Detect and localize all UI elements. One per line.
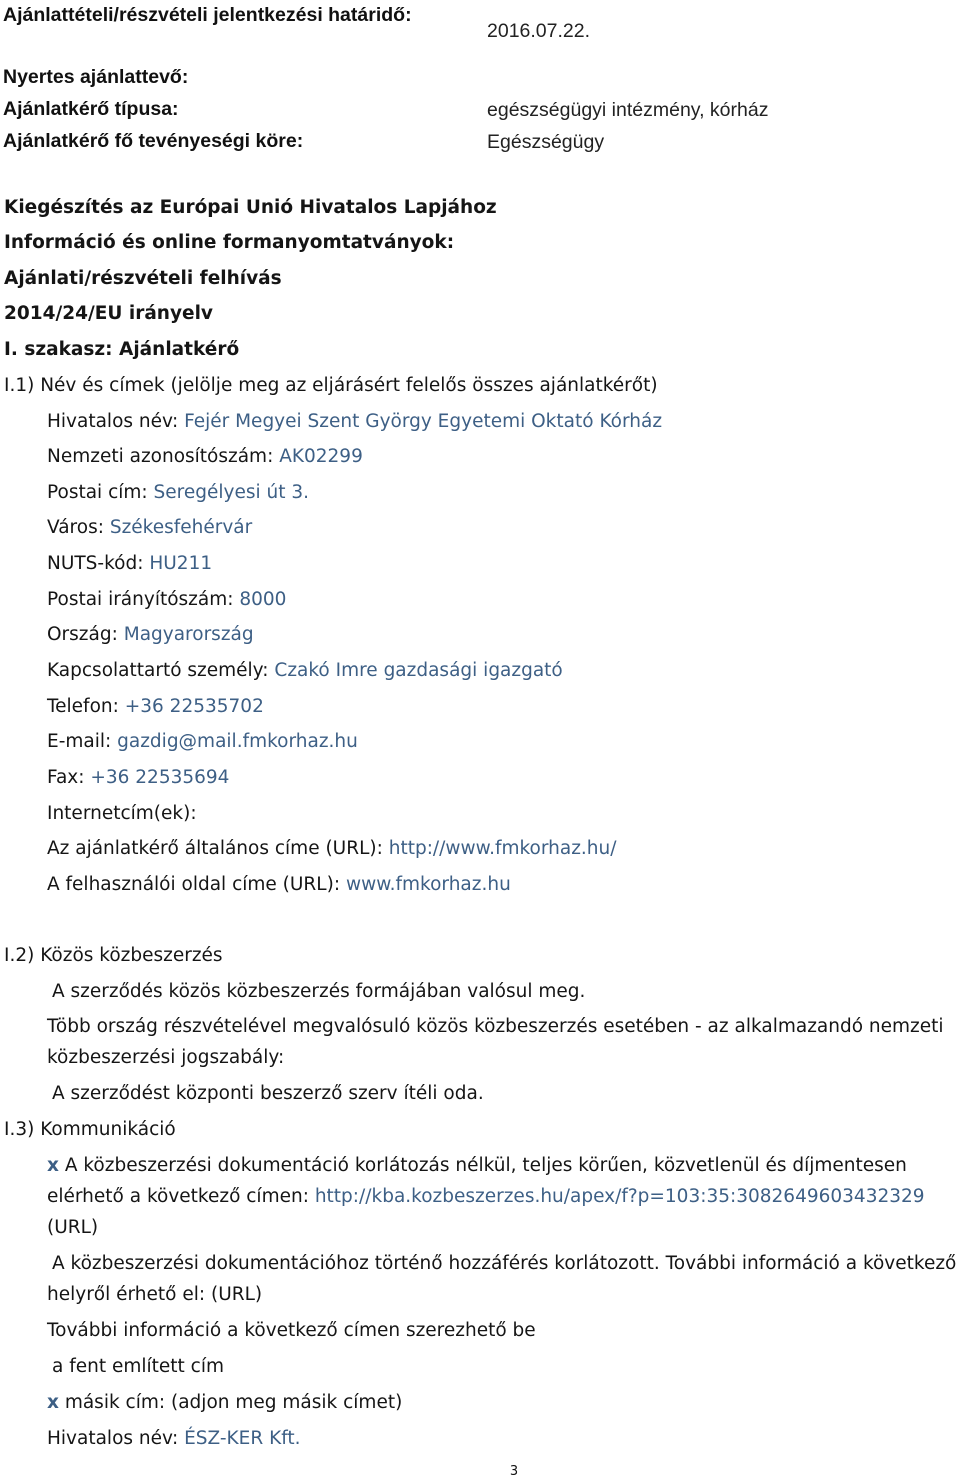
heading-section-1: I. szakasz: Ajánlatkérő [4,339,240,360]
postcode-row [47,587,286,613]
fax-row [47,765,229,791]
docs-url-row [47,1184,925,1210]
table-row [3,126,953,158]
email-label: E-mail: [47,731,112,752]
other-address-text: másik cím: (adjon meg másik címet) [64,1392,403,1413]
check-mark: x [47,1392,59,1413]
buyer-profile-row [47,872,511,898]
other-official-name-row [47,1426,301,1452]
general-url-link[interactable]: http://www.fmkorhaz.hu/ [388,838,617,859]
phone-row [47,694,264,720]
country-label: Ország: [47,624,118,645]
general-url-row [47,836,617,862]
national-id-label: Nemzeti azonosítószám: [47,446,274,467]
heading-supplement: Kiegészítés az Európai Unió Hivatalos Lapjához [4,197,497,218]
more-info-text: További információ a következő címen szerezhető be [47,1320,536,1341]
other-address-row [47,1390,402,1416]
general-url-label: Az ajánlatkérő általános címe (URL): [47,838,383,859]
contracting-type-label: Ajánlatkérő típusa: [3,98,179,120]
other-official-name-value: ÉSZ-KER Kft. [184,1428,301,1449]
section-1-1-title: I.1) Név és címek (jelölje meg az eljárásért felelős összes ajánlatkérőt) [4,375,658,396]
city-row [47,515,252,541]
nuts-row [47,551,212,577]
docs-url-link[interactable]: http://kba.kozbeszerzes.hu/apex/f?p=103:35:3082649603432329 [314,1186,925,1207]
internet-label: Internetcím(ek): [47,803,197,824]
winner-label: Nyertes ajánlattevő: [3,66,189,88]
national-id-row [47,444,363,470]
heading-directive: 2014/24/EU irányelv [4,303,213,324]
contracting-type-value: egészségügyi intézmény, kórház [487,99,769,121]
postal-address-row [47,480,309,506]
country-row [47,622,254,648]
main-activity-value: Egészségügy [487,131,605,153]
postcode-value: 8000 [239,589,287,610]
check-mark: x [47,1155,59,1176]
contact-value: Czakó Imre gazdasági igazgató [274,660,563,681]
table-row [3,0,953,62]
city-value: Székesfehérvár [109,517,253,538]
page-number: 3 [509,1464,519,1479]
above-address-text: a fent említett cím [52,1356,225,1377]
buyer-profile-label: A felhasználói oldal címe (URL): [47,874,341,895]
phone-label: Telefon: [47,696,119,717]
central-purchasing-text: A szerződést központi beszerző szerv ítéli oda. [52,1083,484,1104]
phone-value: +36 22535702 [124,696,264,717]
table-row [3,94,953,126]
contact-label: Kapcsolattartó személy: [47,660,269,681]
section-1-3-title: I.3) Kommunikáció [4,1119,176,1140]
section-1-2-title: I.2) Közös közbeszerzés [4,945,223,966]
multi-country-text-1: Több ország részvételével megvalósuló közös közbeszerzés esetében - az alkalmazandó nemzeti [47,1016,944,1037]
docs-url-suffix: (URL) [47,1217,99,1238]
email-row [47,729,358,755]
joint-procurement-text: A szerződés közös közbeszerzés formájában valósul meg. [52,981,586,1002]
deadline-value: 2016.07.22. [487,20,591,42]
contact-row [47,658,563,684]
docs-free-row [47,1153,907,1179]
header-table [3,0,953,158]
country-value: Magyarország [123,624,254,645]
deadline-label: Ajánlattételi/részvételi jelentkezési határidő: [3,4,412,26]
fax-value: +36 22535694 [90,767,230,788]
multi-country-text-2: közbeszerzési jogszabály: [47,1047,285,1068]
nuts-label: NUTS-kód: [47,553,144,574]
city-label: Város: [47,517,104,538]
other-official-name-label: Hivatalos név: [47,1428,179,1449]
nuts-value: HU211 [149,553,213,574]
postal-address-label: Postai cím: [47,482,148,503]
docs-free-text: A közbeszerzési dokumentáció korlátozás nélkül, teljes körűen, közvetlenül és díjmentesen [64,1155,907,1176]
heading-call: Ajánlati/részvételi felhívás [4,268,282,289]
table-row [3,62,953,94]
buyer-profile-link[interactable]: www.fmkorhaz.hu [345,874,511,895]
restricted-text-2: helyről érhető el: (URL) [47,1284,263,1305]
email-value[interactable]: gazdig@mail.fmkorhaz.hu [117,731,358,752]
main-activity-label: Ajánlatkérő fő tevényeségi köre: [3,130,304,152]
official-name-value: Fejér Megyei Szent György Egyetemi Oktató Kórház [184,411,663,432]
official-name-label: Hivatalos név: [47,411,179,432]
postal-address-value: Seregélyesi út 3. [153,482,310,503]
restricted-text-1: A közbeszerzési dokumentációhoz történő hozzáférés korlátozott. További információ a következő [52,1253,957,1274]
fax-label: Fax: [47,767,85,788]
national-id-value: AK02299 [279,446,363,467]
heading-info-forms: Információ és online formanyomtatványok: [4,232,455,253]
official-name-row [47,409,662,435]
docs-url-prefix: elérhető a következő címen: [47,1186,309,1207]
postcode-label: Postai irányítószám: [47,589,234,610]
